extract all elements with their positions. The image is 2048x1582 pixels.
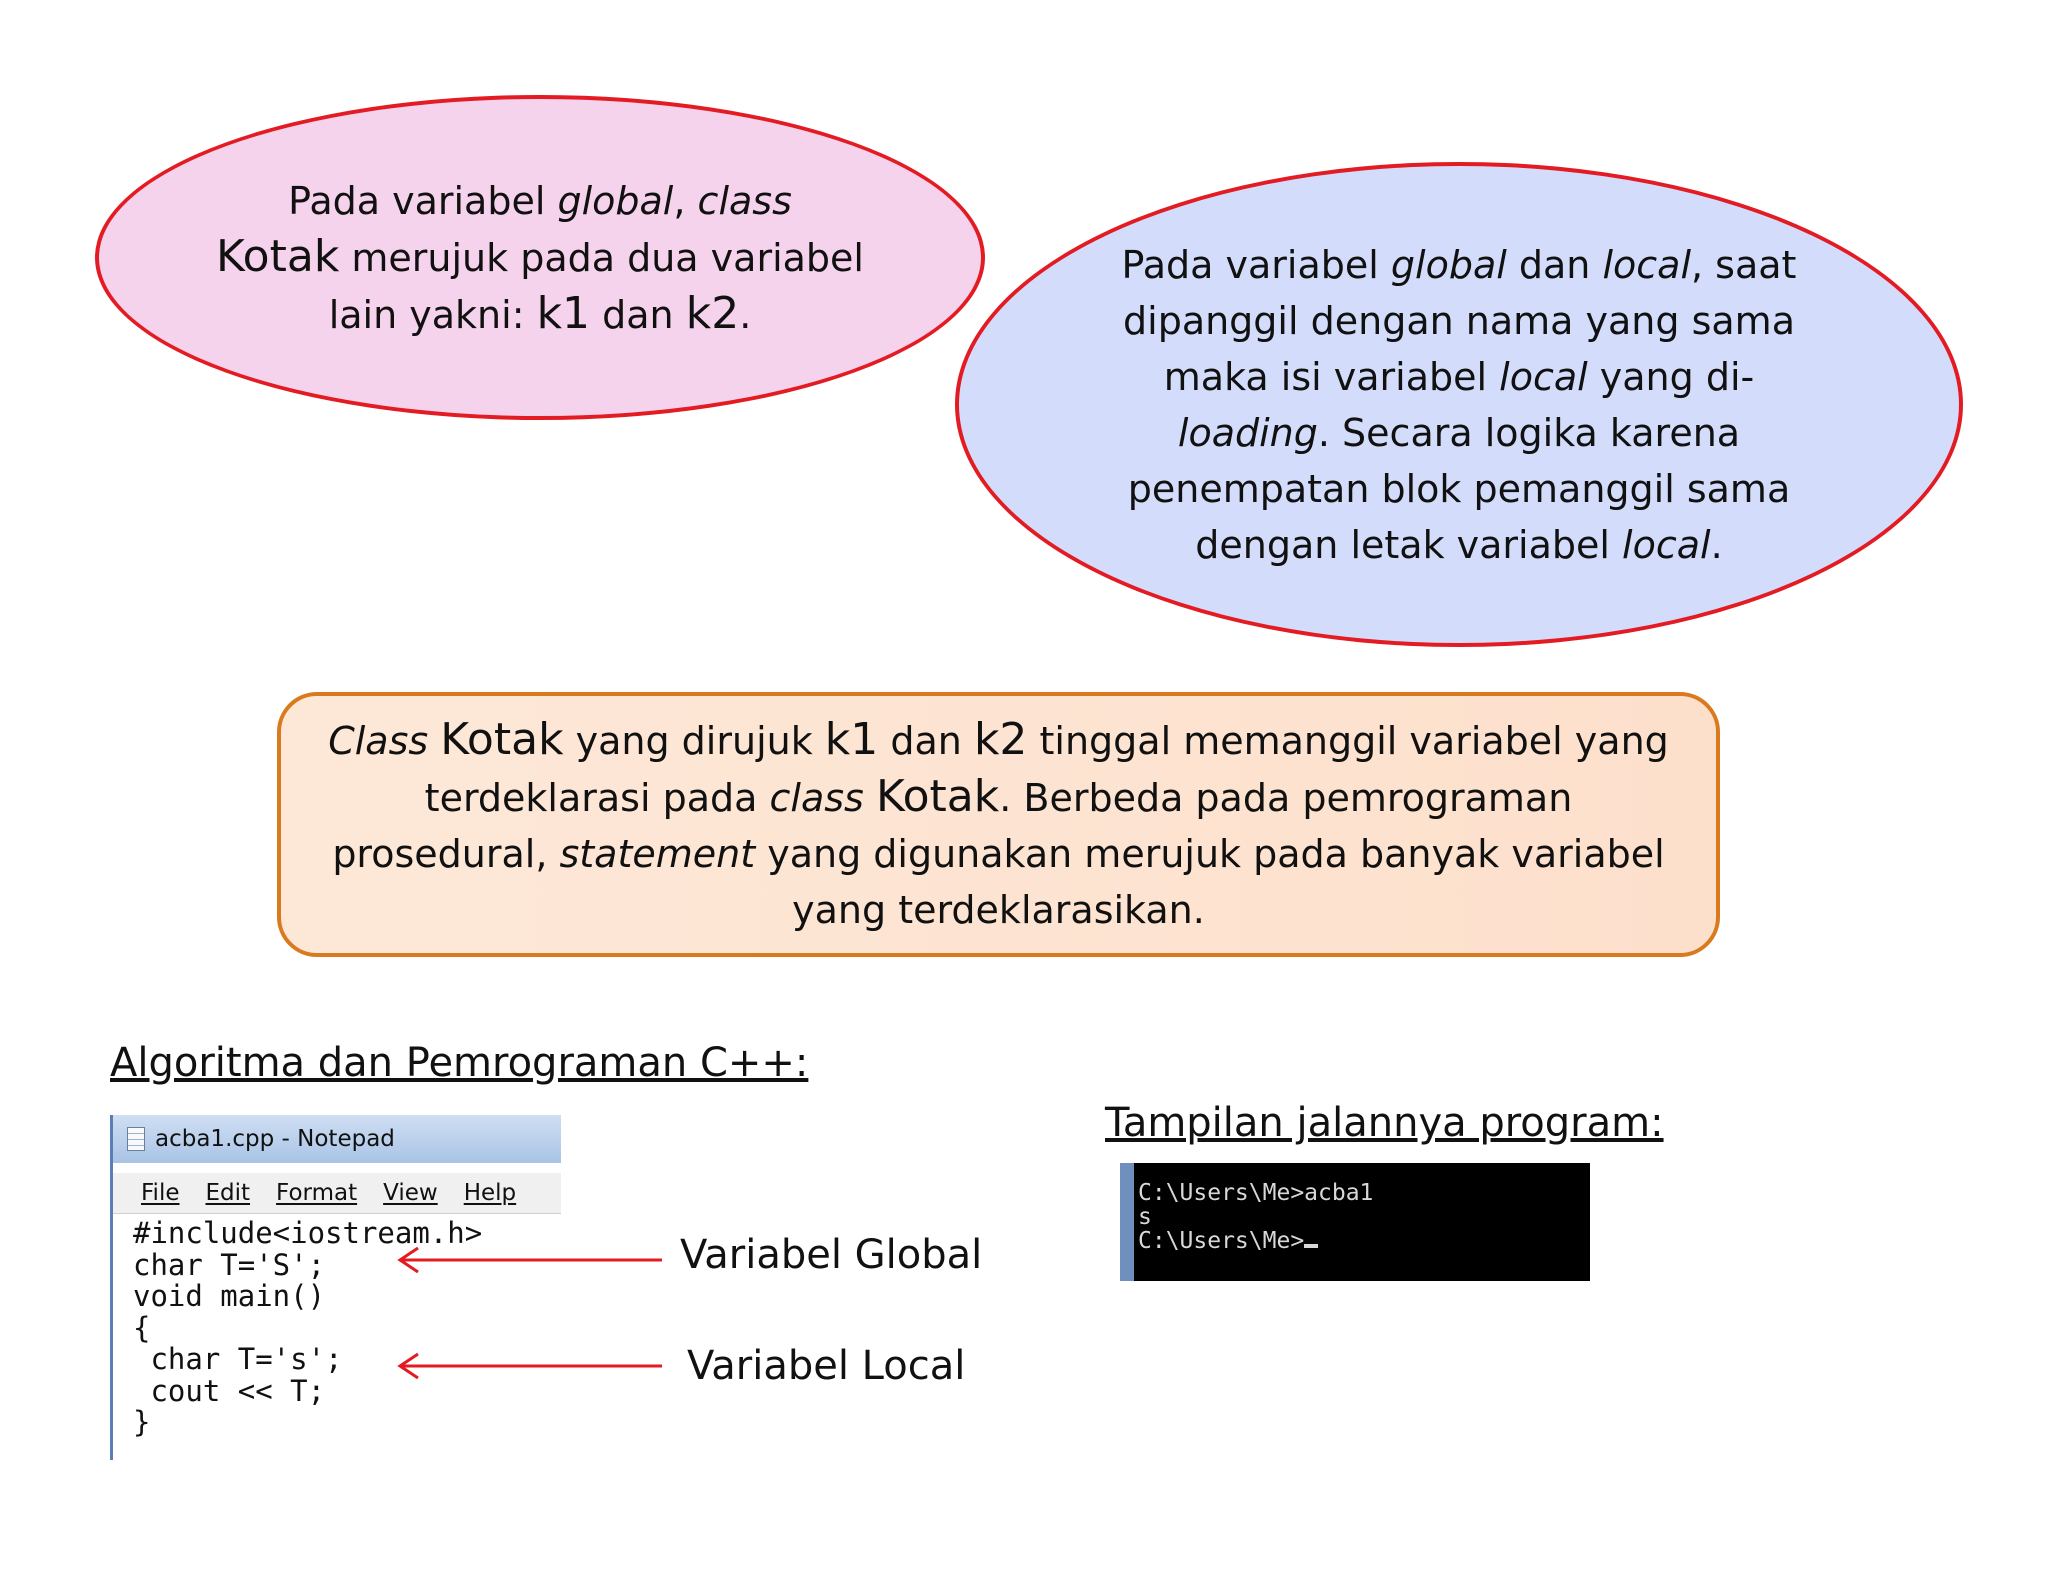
arrow-to-local-icon — [392, 1351, 667, 1381]
text-segment: local — [1622, 522, 1711, 567]
class-kotak-text — [321, 712, 1676, 938]
menu-view[interactable]: View — [383, 1180, 438, 1206]
text-segment: k1 — [536, 287, 591, 339]
text-segment: . — [1710, 522, 1723, 567]
text-segment: , saat dipanggil dengan nama yang sama maka isi variabel — [1123, 242, 1797, 399]
text-segment: Class — [328, 718, 429, 763]
console-line: C:\Users\Me> — [1138, 1228, 1305, 1254]
menu-format[interactable]: Format — [276, 1180, 358, 1206]
text-segment: Kotak — [216, 230, 340, 282]
text-segment: global — [1390, 242, 1507, 287]
text-segment: local — [1602, 242, 1692, 287]
menu-help[interactable]: Help — [463, 1180, 517, 1206]
console-cursor-icon — [1304, 1244, 1318, 1248]
text-segment: dan — [878, 718, 974, 763]
text-segment: class — [769, 775, 864, 820]
text-segment: global — [557, 178, 674, 223]
code-line: { — [133, 1310, 151, 1345]
text-segment: yang digunakan merujuk pada banyak variabel yang terdeklarasikan. — [755, 831, 1665, 932]
console-line: s — [1138, 1204, 1152, 1230]
text-segment: merujuk pada dua variabel lain yakni: — [328, 235, 864, 337]
text-segment: statement — [559, 831, 756, 876]
label-variabel-global: Variabel Global — [680, 1232, 983, 1278]
label-variabel-local: Variabel Local — [687, 1343, 966, 1389]
notepad-window — [110, 1115, 561, 1460]
arrow-to-global-icon — [392, 1245, 667, 1275]
text-segment: yang di- — [1587, 354, 1755, 399]
text-segment: dan — [1506, 242, 1603, 287]
ellipse-local-note — [955, 162, 1963, 647]
text-segment — [864, 776, 876, 820]
text-segment: . Berbeda pada pemrograman prosedural, — [332, 775, 1573, 876]
text-segment: Kotak — [440, 713, 564, 765]
class-kotak-note — [277, 692, 1720, 957]
ellipse-global-note — [95, 95, 985, 420]
text-segment: . Secara logika karena penempatan blok pemanggil sama dengan letak variabel — [1127, 410, 1791, 567]
text-segment: k1 — [824, 713, 879, 765]
notepad-title: acba1.cpp - Notepad — [155, 1126, 395, 1152]
text-segment: Pada variabel — [288, 178, 558, 223]
menu-edit[interactable]: Edit — [205, 1180, 251, 1206]
algorithm-heading: Algoritma dan Pemrograman C++: — [110, 1040, 809, 1086]
text-segment: Kotak — [875, 770, 1000, 822]
menu-file[interactable]: File — [141, 1180, 180, 1206]
code-line: #include<iostream.h> — [133, 1216, 483, 1250]
text-segment: , — [673, 178, 698, 223]
notepad-title-bar[interactable] — [113, 1115, 561, 1163]
console-last-line — [1138, 1229, 1590, 1253]
code-line: void main() — [133, 1279, 326, 1313]
code-line: char T='S'; — [133, 1247, 326, 1282]
text-segment: k2 — [685, 287, 740, 339]
text-segment: . — [739, 292, 752, 337]
text-segment: local — [1499, 354, 1588, 399]
program-output-heading: Tampilan jalannya program: — [1105, 1100, 1664, 1146]
code-line: } — [133, 1405, 151, 1439]
text-segment: yang dirujuk — [563, 718, 825, 763]
text-segment: class — [697, 178, 792, 223]
text-segment: Pada variabel — [1121, 242, 1391, 287]
notepad-document-icon — [127, 1127, 145, 1151]
text-segment: tinggal memanggil variabel yang terdeklarasi pada — [424, 718, 1669, 820]
code-line: char T='s'; — [133, 1342, 343, 1376]
ellipse-local-text — [1099, 237, 1819, 573]
console-window — [1120, 1163, 1590, 1281]
notepad-menu-bar — [113, 1173, 561, 1214]
ellipse-global-text — [209, 173, 871, 343]
text-segment: dan — [590, 292, 686, 337]
code-line: cout << T; — [133, 1373, 326, 1408]
text-segment — [428, 719, 440, 763]
console-line: C:\Users\Me>acba1 — [1138, 1180, 1374, 1206]
text-segment: k2 — [973, 713, 1028, 765]
text-segment: loading — [1177, 410, 1318, 455]
